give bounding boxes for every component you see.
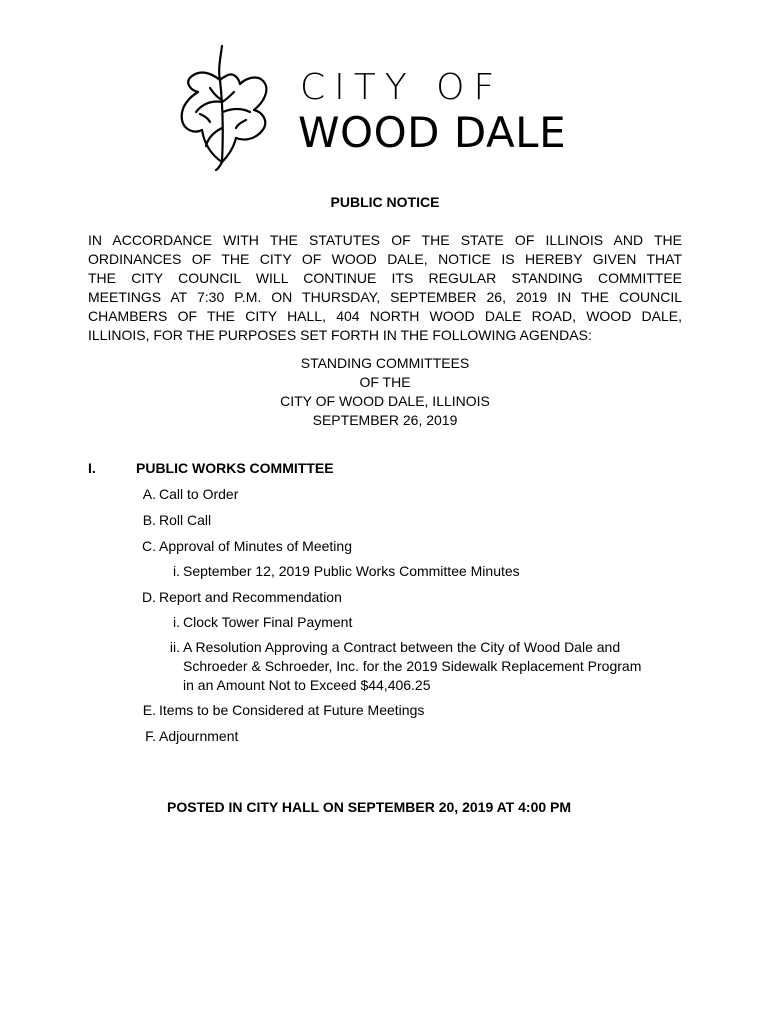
intro-line: ILLINOIS, FOR THE PURPOSES SET FORTH IN THE FOLLOWING AGENDAS: [88,327,592,343]
logo-wood-dale: WOOD DALE [298,108,567,157]
intro-line: ORDINANCES OF THE CITY OF WOOD DALE, NOTICE IS HEREBY GIVEN THAT [88,251,682,267]
section-number: I. [88,460,96,476]
agenda-subitem-text: Clock Tower Final Payment [183,614,353,630]
agenda-subitem-marker: i. [173,614,180,630]
agenda-item-marker: E. [142,702,156,718]
logo-city-of: CITY OF [300,67,504,108]
posted-notice: POSTED IN CITY HALL ON SEPTEMBER 20, 2019 AT 4:00 PM [167,799,572,815]
agenda-subitem-marker: ii. [169,639,180,655]
agenda-item-text: Items to be Considered at Future Meetings [159,702,425,718]
agenda-header-line: STANDING COMMITTEES [300,355,470,371]
agenda-item-text: Report and Recommendation [159,589,342,605]
agenda-item-marker: C. [142,538,156,554]
agenda-item-marker: D. [142,589,156,605]
agenda-item-marker: A. [142,486,156,502]
section-title: PUBLIC WORKS COMMITTEE [136,460,334,476]
agenda-subitem-text: September 12, 2019 Public Works Committee Minutes [183,563,520,579]
agenda-item-text: Approval of Minutes of Meeting [159,538,352,554]
agenda-subitem-text: in an Amount Not to Exceed $44,406.25 [183,677,431,693]
agenda-item-text: Adjournment [159,728,239,744]
agenda-header-line: OF THE [359,374,411,390]
intro-line: MEETINGS AT 7:30 P.M. ON THURSDAY, SEPTEMBER 26, 2019 IN THE COUNCIL [88,289,682,305]
leaf-logo-icon [170,42,280,172]
agenda-subitem-text: Schroeder & Schroeder, Inc. for the 2019 Sidewalk Replacement Program [183,658,642,674]
intro-line: IN ACCORDANCE WITH THE STATUTES OF THE STATE OF ILLINOIS AND THE [88,232,682,248]
city-logo [170,42,600,172]
intro-paragraph [88,231,682,345]
agenda-item-marker: B. [142,512,156,528]
agenda-header [0,354,770,430]
agenda-subitem-text: A Resolution Approving a Contract between the City of Wood Dale and [183,639,621,655]
agenda-item-marker: F. [145,728,156,744]
agenda-subitem-marker: i. [173,563,180,579]
intro-line: CHAMBERS OF THE CITY HALL, 404 NORTH WOOD DALE ROAD, WOOD DALE, [88,308,682,324]
intro-line: THE CITY COUNCIL WILL CONTINUE ITS REGULAR STANDING COMMITTEE [88,270,682,286]
agenda-item-text: Roll Call [159,512,212,528]
agenda-header-line: SEPTEMBER 26, 2019 [312,412,458,428]
agenda-header-line: CITY OF WOOD DALE, ILLINOIS [280,393,490,409]
page-title: PUBLIC NOTICE [330,194,440,210]
agenda-item-text: Call to Order [159,486,239,502]
